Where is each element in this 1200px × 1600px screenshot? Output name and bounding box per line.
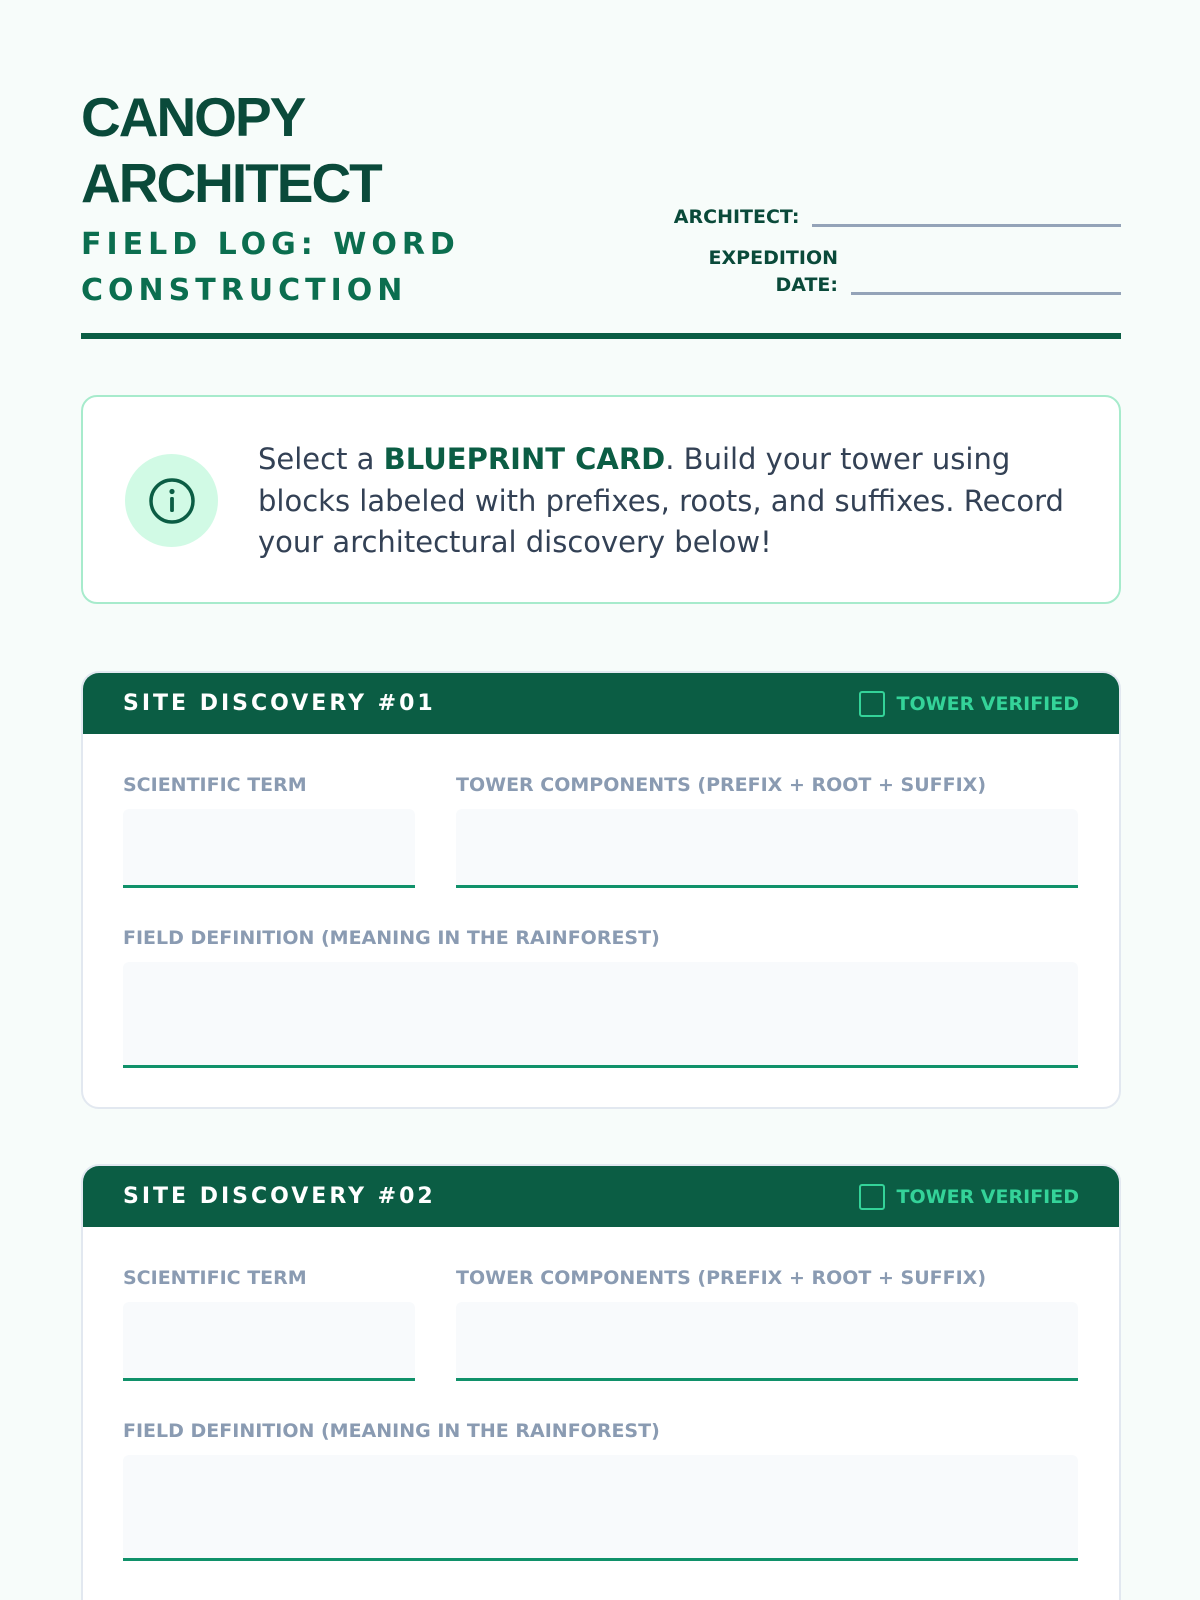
page-title [81, 84, 1121, 216]
site-discovery-card [81, 1164, 1121, 1600]
scientific-term-input[interactable] [123, 809, 415, 888]
instructions-box [81, 395, 1121, 604]
instructions-text [258, 439, 1088, 564]
architect-name-field[interactable] [812, 224, 1121, 227]
title-line-2: ARCHITECT [81, 152, 381, 214]
tower-components-label: TOWER COMPONENTS (PREFIX + ROOT + SUFFIX) [456, 1267, 986, 1289]
field-definition-label: FIELD DEFINITION (MEANING IN THE RAINFOREST) [123, 1420, 660, 1442]
expedition-date-field[interactable] [851, 292, 1121, 295]
field-definition-input[interactable] [123, 962, 1078, 1068]
date-row [661, 245, 1121, 299]
card-title: SITE DISCOVERY #02 [123, 1184, 436, 1209]
card-header [83, 673, 1119, 734]
card-title: SITE DISCOVERY #01 [123, 691, 436, 716]
header [81, 84, 1121, 344]
student-meta [661, 204, 1121, 299]
field-definition-label: FIELD DEFINITION (MEANING IN THE RAINFOREST) [123, 927, 660, 949]
site-discovery-card [81, 671, 1121, 1109]
date-label-line-2: DATE: [775, 274, 839, 296]
tower-verified-checkbox[interactable] [859, 691, 885, 717]
instructions-emphasis: BLUEPRINT CARD [383, 442, 666, 476]
instructions-prefix: Select a [258, 442, 384, 476]
tower-verified-label: TOWER VERIFIED [896, 1185, 1079, 1208]
scientific-term-input[interactable] [123, 1302, 415, 1381]
tower-verified-label: TOWER VERIFIED [896, 692, 1079, 715]
architect-row [661, 204, 1121, 231]
info-icon [125, 454, 218, 547]
tower-components-input[interactable] [456, 1302, 1078, 1381]
scientific-term-label: SCIENTIFIC TERM [123, 774, 307, 796]
architect-label: ARCHITECT: [673, 206, 800, 228]
page-subtitle: FIELD LOG: WORD CONSTRUCTION [81, 227, 460, 308]
info-icon-glyph [147, 476, 197, 526]
title-line-1: CANOPY [81, 86, 305, 148]
tower-components-input[interactable] [456, 809, 1078, 888]
tower-verified-checkbox[interactable] [859, 1184, 885, 1210]
expedition-date-label [681, 245, 838, 299]
header-divider [81, 333, 1121, 339]
date-label-line-1: EXPEDITION [708, 247, 839, 269]
scientific-term-label: SCIENTIFIC TERM [123, 1267, 307, 1289]
field-definition-input[interactable] [123, 1455, 1078, 1561]
instructions-rest: . Build your tower using blocks labeled with prefixes, roots, and suffixes. Record your architectural discovery below! [258, 442, 1064, 559]
card-header [83, 1166, 1119, 1227]
tower-verified-toggle[interactable] [859, 1184, 1079, 1210]
tower-components-label: TOWER COMPONENTS (PREFIX + ROOT + SUFFIX) [456, 774, 986, 796]
tower-verified-toggle[interactable] [859, 691, 1079, 717]
